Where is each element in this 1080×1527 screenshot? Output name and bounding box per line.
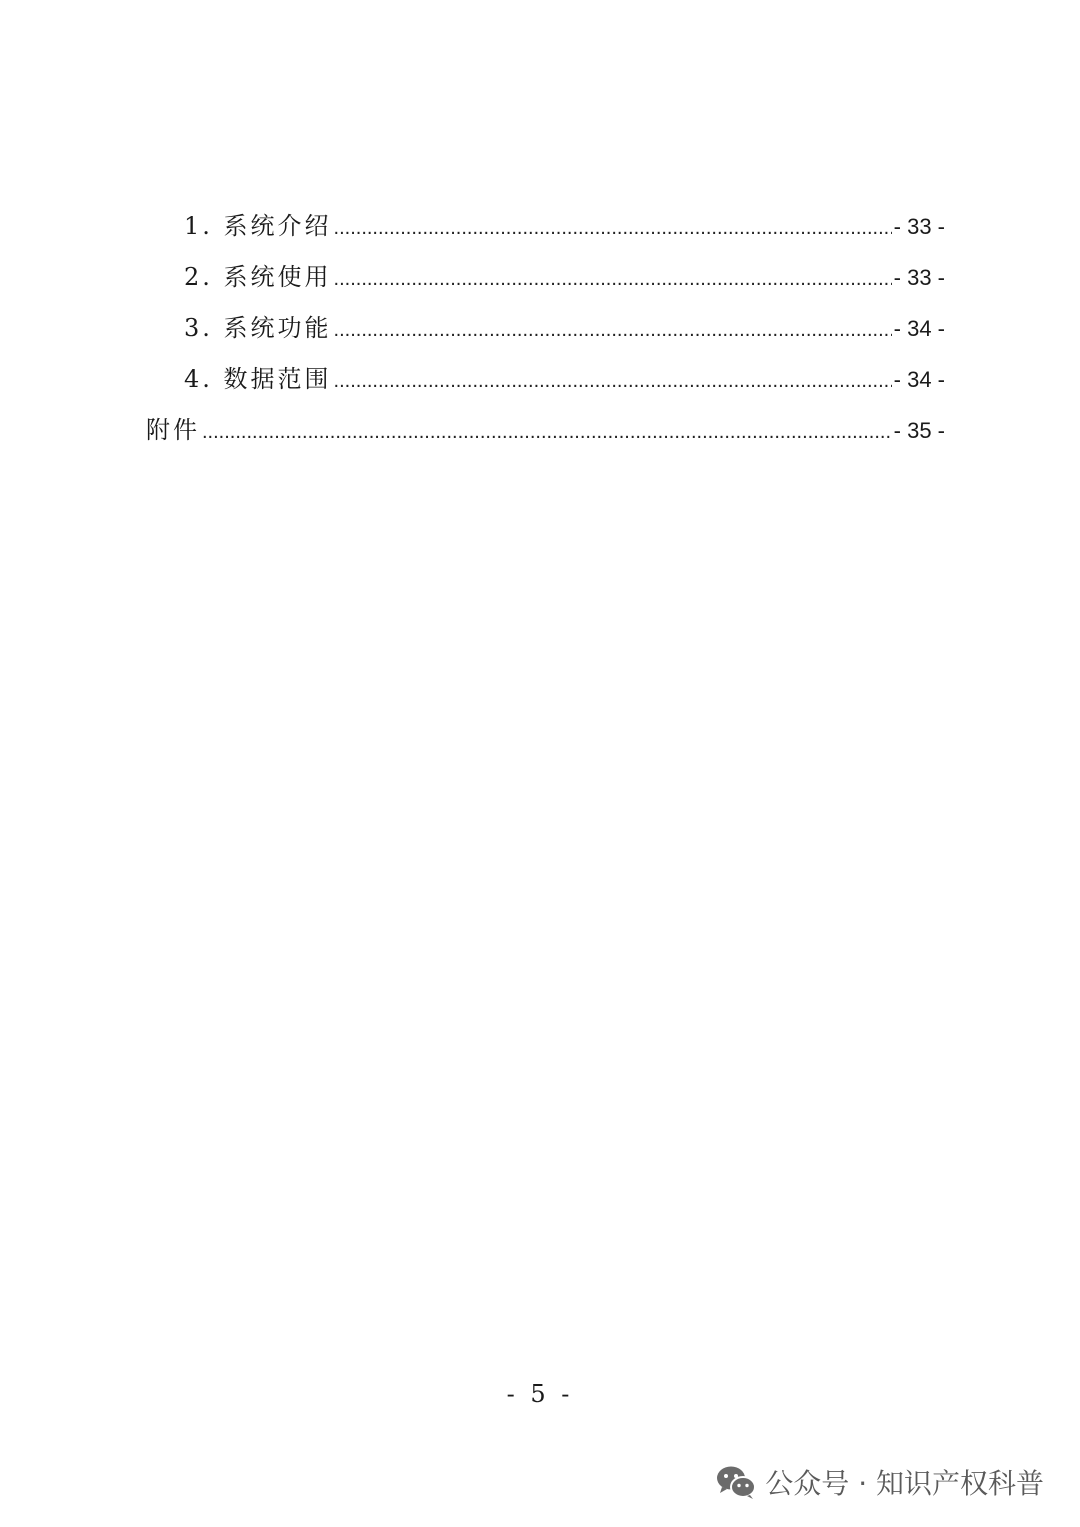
toc-entry-page: - 33 - <box>893 214 945 239</box>
toc-entry-page: - 33 - <box>893 265 945 290</box>
toc-dot-leader <box>334 268 892 291</box>
toc-dot-leader <box>334 217 892 240</box>
page-number: - 5 - <box>506 1380 574 1408</box>
toc-entry-attachments[interactable] <box>146 410 945 450</box>
toc-entry-title: 3. 系统功能 <box>184 314 332 342</box>
toc-entry-system-intro[interactable] <box>184 206 945 246</box>
toc-entry-title: 1. 系统介绍 <box>184 212 332 240</box>
watermark-text: 公众号 · 知识产权科普 <box>765 1467 1044 1500</box>
toc-entry-title: 附件 <box>146 416 200 444</box>
toc-entry-page: - 34 - <box>893 316 945 341</box>
toc-entry-system-usage[interactable] <box>184 257 945 297</box>
wechat-icon <box>715 1464 757 1500</box>
toc-dot-leader <box>202 421 892 444</box>
toc-dot-leader <box>334 319 892 342</box>
toc-entry-title: 2. 系统使用 <box>184 263 332 291</box>
toc-dot-leader <box>334 370 892 393</box>
toc-entry-data-scope[interactable] <box>184 359 945 399</box>
watermark <box>715 1462 1044 1502</box>
toc-entry-page: - 35 - <box>893 418 945 443</box>
toc-entry-title: 4. 数据范围 <box>184 365 332 393</box>
toc-entry-system-functions[interactable] <box>184 308 945 348</box>
toc-entry-page: - 34 - <box>893 367 945 392</box>
